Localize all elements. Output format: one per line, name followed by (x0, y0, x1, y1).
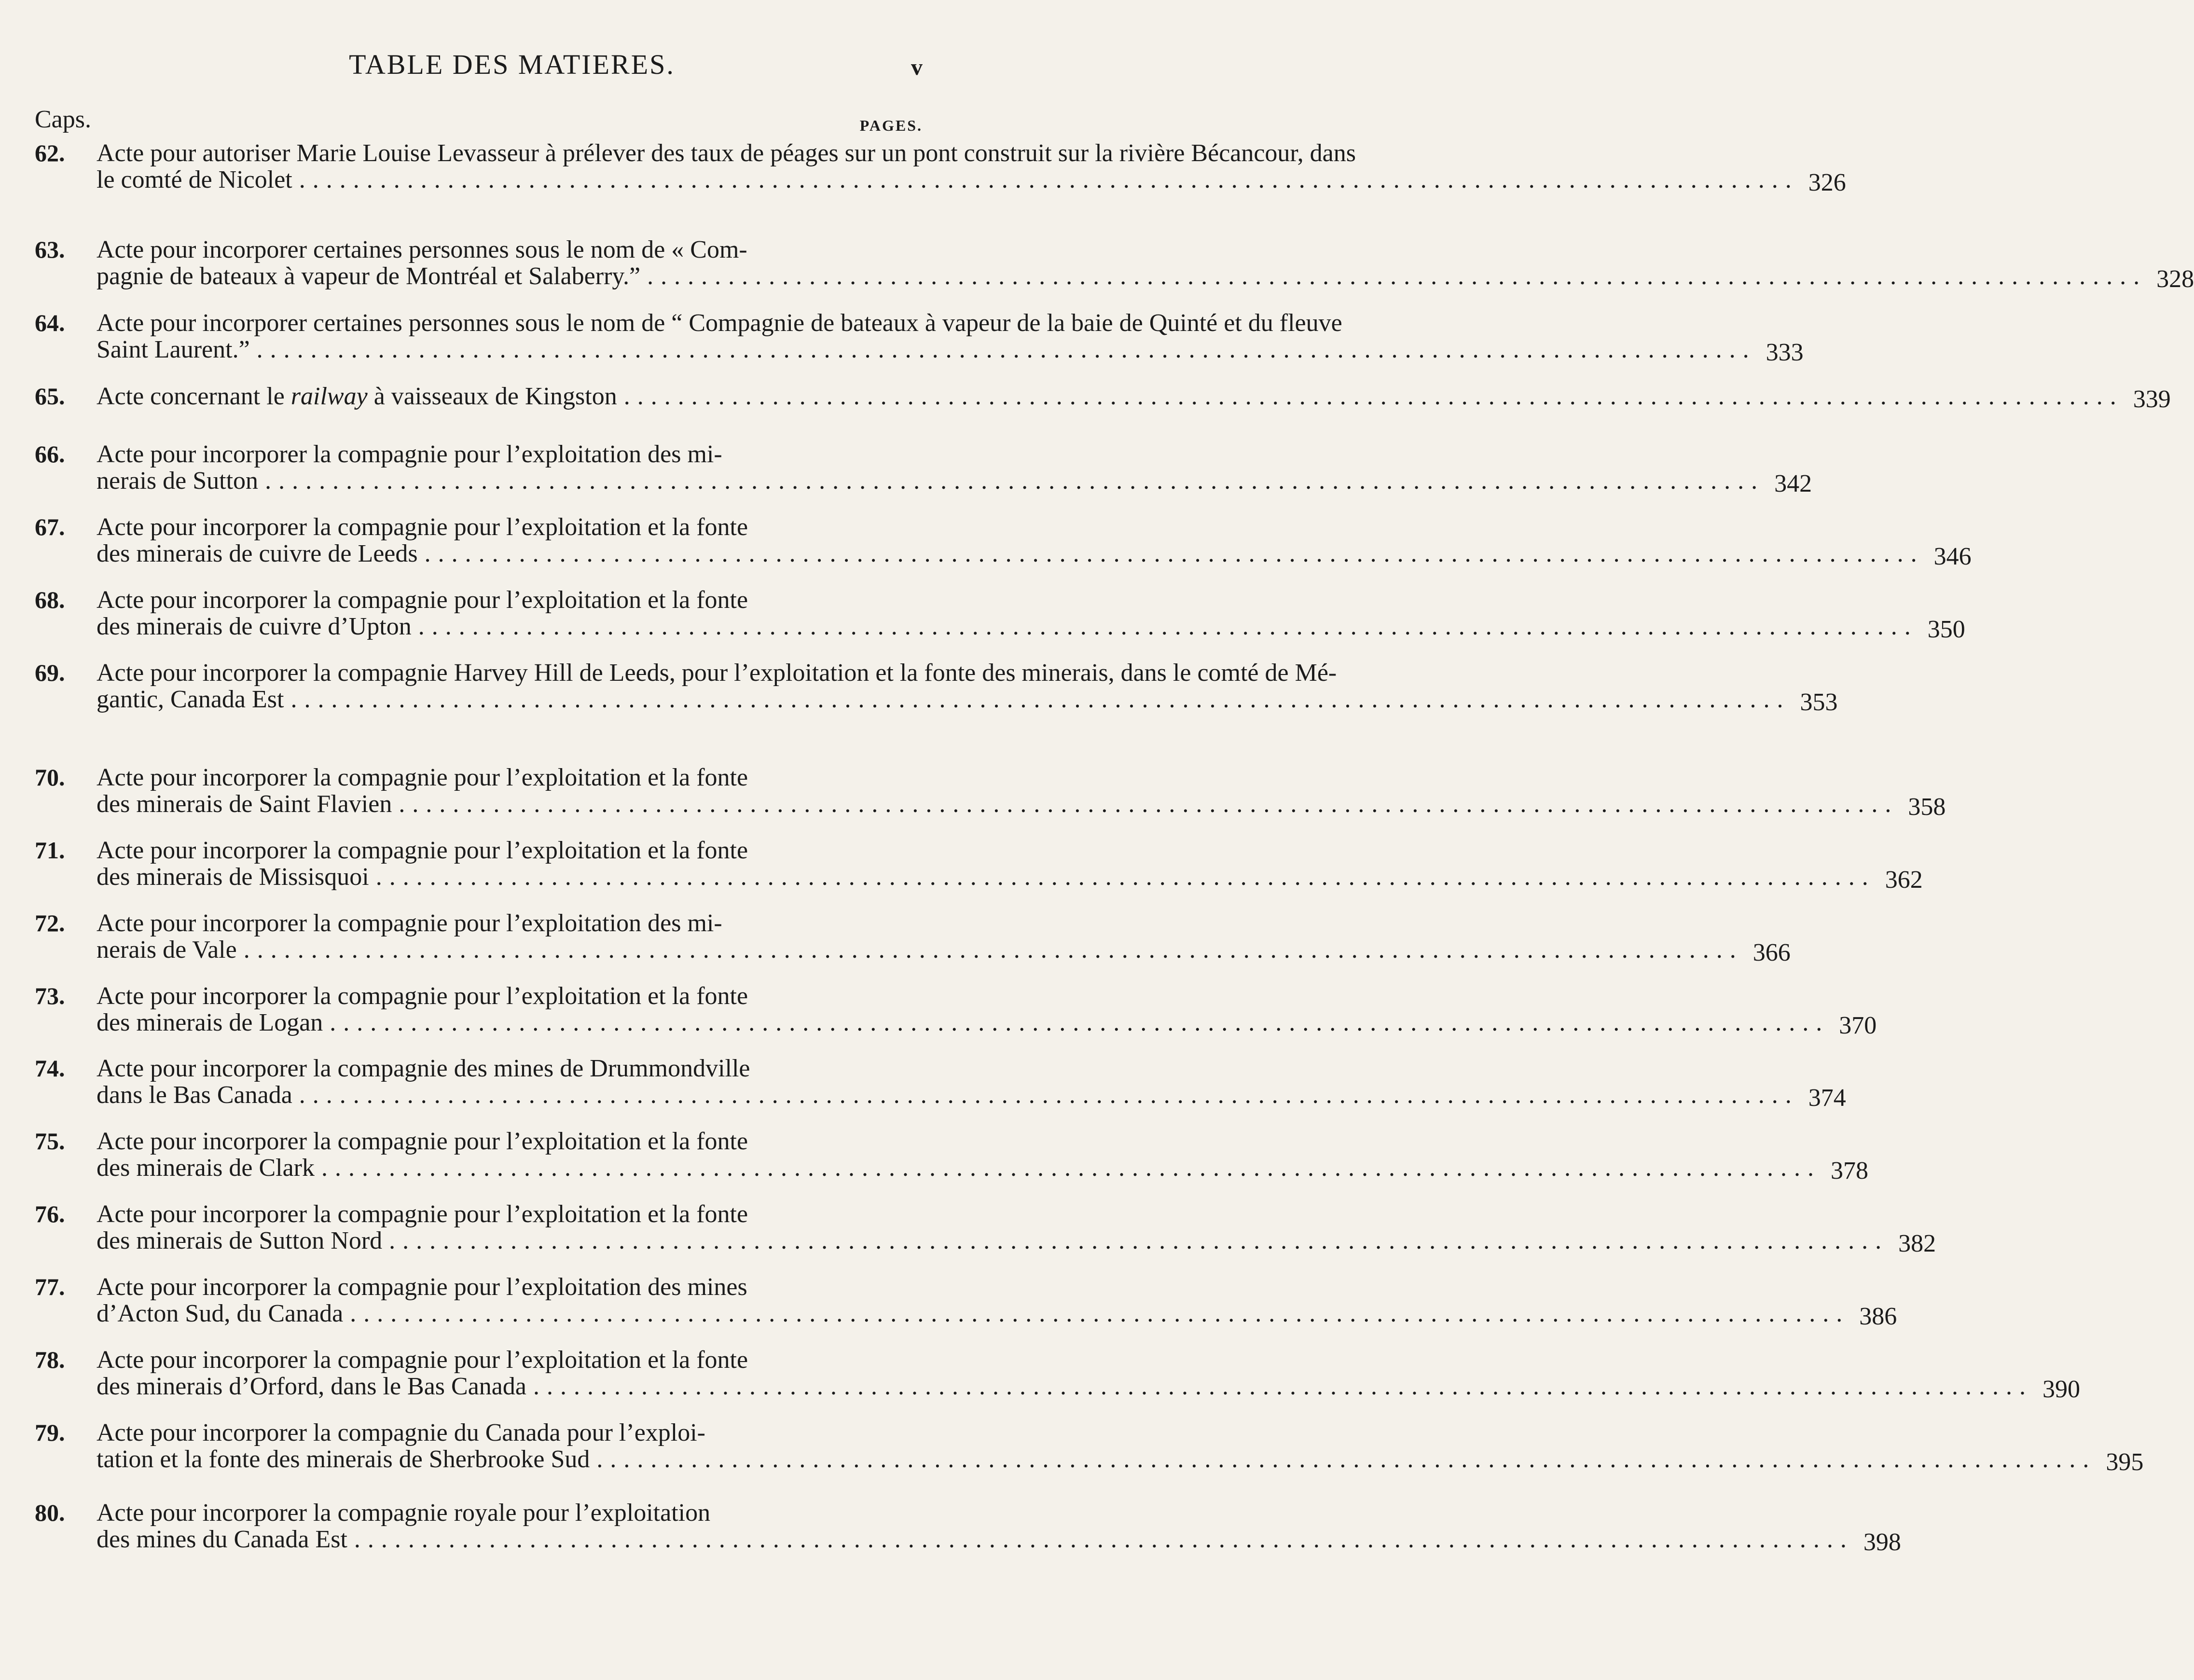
toc-entry (35, 236, 2194, 293)
entry-title (97, 1419, 2089, 1473)
dot-leader (284, 686, 1783, 713)
caps-label: Caps. (35, 106, 91, 133)
entry-title-line (97, 383, 2117, 410)
entry-title (97, 837, 1869, 890)
dot-leader (617, 383, 2117, 410)
entry-title-line (97, 613, 1911, 640)
page-reference: 326 (1808, 169, 1846, 196)
toc-entry (35, 309, 1804, 366)
entry-title-lead: Acte pour incorporer la compagnie pour l’exploitation et la fonte (97, 513, 748, 541)
entry-title-lead: Acte pour incorporer la compagnie pour l’exploitation des mi- (97, 909, 722, 937)
entry-title-part: Acte concernant le (97, 383, 291, 410)
chapter-number: 65. (35, 383, 65, 410)
dot-leader (418, 540, 1918, 567)
entry-title-line (97, 1227, 1882, 1254)
entry-title-line (97, 1373, 2026, 1400)
page-reference: 395 (2106, 1448, 2144, 1476)
entry-title-line (97, 1154, 1814, 1182)
entry-title-lead: Acte pour incorporer la compagnie pour l’exploitation des mines (97, 1273, 747, 1301)
chapter-number: 79. (35, 1419, 65, 1446)
entry-title-line (97, 166, 1792, 193)
chapter-number: 71. (35, 837, 65, 864)
entry-title-lead: Acte pour incorporer certaines personnes sous le nom de « Com- (97, 236, 747, 263)
chapter-number: 64. (35, 309, 65, 336)
pages-label: PAGES. (859, 117, 923, 134)
page-reference: 378 (1830, 1157, 1868, 1184)
entry-title-last: des minerais de Missisquoi (97, 863, 369, 891)
page-reference: 353 (1800, 689, 1838, 716)
entry-title-last: des minerais de Logan (97, 1009, 323, 1036)
page-reference: 366 (1752, 939, 1791, 966)
page-reference: 350 (1927, 616, 1965, 643)
entry-title (97, 660, 1783, 713)
toc-entry (35, 1055, 1846, 1112)
entry-title-lead: Acte pour incorporer la compagnie des mines de Drummondville (97, 1055, 750, 1082)
entry-title-lead: Acte pour incorporer la compagnie pour l’exploitation et la fonte (97, 982, 748, 1010)
page-reference: 333 (1766, 339, 1804, 366)
toc-entry (35, 1200, 1936, 1257)
dot-leader (237, 936, 1737, 964)
entry-title-lead: Acte pour incorporer certaines personnes sous le nom de “ Compagnie de bateaux à vapeur de la baie de Quinté et du fleuve (97, 309, 1342, 337)
toc-entry (35, 659, 1838, 716)
entry-title-last: des minerais d’Orford, dans le Bas Canada (97, 1373, 526, 1400)
page-title: TABLE DES MATIERES. (349, 49, 675, 80)
chapter-number: 62. (35, 139, 65, 166)
dot-leader (640, 262, 2140, 290)
entry-title-line (97, 1526, 1847, 1553)
entry-title (97, 587, 1911, 640)
entry-title-last: gantic, Canada Est (97, 686, 284, 713)
toc-entry (35, 513, 1972, 570)
toc-entry (35, 982, 1877, 1039)
entry-title-line (97, 790, 1891, 818)
entry-title (97, 983, 1822, 1036)
dot-leader (250, 336, 1750, 363)
entry-title-line (97, 336, 1750, 363)
entry-title-last: le comté de Nicolet (97, 166, 292, 193)
dot-leader (412, 613, 1911, 640)
entry-title-lead: Acte pour incorporer la compagnie pour l’exploitation et la fonte (97, 764, 748, 791)
chapter-number: 63. (35, 236, 65, 263)
entry-title-lead: Acte pour incorporer la compagnie du Canada pour l’exploi- (97, 1419, 705, 1446)
entry-title-lead: Acte pour incorporer la compagnie pour l’exploitation et la fonte (97, 1200, 748, 1228)
entry-title-last: des minerais de cuivre d’Upton (97, 613, 412, 640)
entry-title (97, 236, 2140, 289)
entry-title (97, 910, 1737, 963)
chapter-number: 74. (35, 1055, 65, 1082)
entry-title-line (97, 1446, 2089, 1473)
dot-leader (315, 1154, 1814, 1182)
entry-title (97, 514, 1918, 567)
entry-title-lead: Acte pour incorporer la compagnie pour l’exploitation et la fonte (97, 586, 748, 614)
toc-entry (35, 1499, 1901, 1556)
entry-title-lead: Acte pour incorporer la compagnie pour l’exploitation et la fonte (97, 1128, 748, 1155)
page-reference: 390 (2042, 1376, 2080, 1403)
dot-leader (347, 1526, 1847, 1553)
dot-leader (323, 1009, 1822, 1036)
page-reference: 346 (1933, 543, 1972, 570)
entry-title-lead: Acte pour incorporer la compagnie pour l’exploitation des mi- (97, 441, 722, 468)
entry-title-line (97, 467, 1758, 495)
toc-entry (35, 764, 1946, 821)
entry-title-lead: Acte pour autoriser Marie Louise Levasseur à prélever des taux de péages sur un pont construit sur la rivière Bécancour, dans (97, 139, 1356, 167)
chapter-number: 76. (35, 1200, 65, 1227)
entry-title-line (97, 1081, 1792, 1109)
page-reference: 339 (2133, 386, 2171, 413)
page-reference: 358 (1908, 793, 1946, 821)
entry-title-last: tation et la fonte des minerais de Sherbrooke Sud (97, 1446, 590, 1473)
entry-title-line (97, 936, 1737, 964)
page-reference: 374 (1808, 1084, 1846, 1112)
toc-entry (35, 139, 1846, 196)
entry-title (97, 1347, 2026, 1400)
chapter-number: 67. (35, 513, 65, 540)
entry-title-lead: Acte pour incorporer la compagnie pour l’exploitation et la fonte (97, 1346, 748, 1374)
chapter-number: 78. (35, 1346, 65, 1373)
chapter-number: 72. (35, 909, 65, 936)
dot-leader (392, 790, 1891, 818)
dot-leader (292, 1081, 1792, 1109)
entry-title-last: pagnie de bateaux à vapeur de Montréal et Salaberry.” (97, 262, 641, 290)
page-reference: 328 (2156, 265, 2194, 293)
entry-title-last: des minerais de cuivre de Leeds (97, 540, 418, 567)
entry-title-line (97, 1009, 1822, 1036)
toc-entry (35, 441, 1812, 497)
entry-title (97, 310, 1750, 363)
entry-title (97, 1274, 1843, 1327)
page-header (0, 48, 1024, 87)
toc-entry (35, 1273, 1897, 1330)
entry-title-lead: Acte pour incorporer la compagnie pour l’exploitation et la fonte (97, 837, 748, 864)
page-reference: 398 (1863, 1529, 1901, 1556)
entry-title (97, 441, 1758, 494)
page-reference: 382 (1898, 1230, 1936, 1257)
entry-title-last: d’Acton Sud, du Canada (97, 1300, 344, 1327)
toc-entry (35, 1419, 2144, 1476)
entry-title-part: à vaisseaux de Kingston (367, 383, 617, 410)
entry-title (97, 1500, 1847, 1553)
toc-entry (35, 1128, 1868, 1184)
chapter-number: 66. (35, 441, 65, 468)
chapter-number: 68. (35, 586, 65, 613)
entry-title-last: nerais de Vale (97, 936, 237, 964)
toc-entry (35, 1346, 2080, 1403)
dot-leader (526, 1373, 2026, 1400)
entry-title (97, 140, 1792, 193)
dot-leader (382, 1227, 1882, 1254)
entry-title-line (97, 262, 2140, 290)
toc-entry (35, 837, 1923, 894)
entry-title-last: des minerais de Saint Flavien (97, 790, 392, 818)
entry-title-lead: Acte pour incorporer la compagnie Harvey Hill de Leeds, pour l’exploitation et la fonte des minerais, dans le comté de Mé- (97, 659, 1337, 687)
chapter-number: 69. (35, 659, 65, 686)
entry-title-last: des minerais de Clark (97, 1154, 315, 1182)
entry-title-last: nerais de Sutton (97, 467, 259, 495)
entry-title-line (97, 1300, 1843, 1327)
chapter-number: 80. (35, 1499, 65, 1526)
entry-title-last: des minerais de Sutton Nord (97, 1227, 383, 1254)
page-reference: 370 (1839, 1012, 1877, 1039)
toc-entry (35, 383, 2171, 413)
dot-leader (292, 166, 1792, 193)
chapter-number: 70. (35, 764, 65, 791)
chapter-number: 73. (35, 982, 65, 1009)
entry-title-italic: railway (290, 383, 368, 410)
entry-title-line (97, 540, 1918, 567)
chapter-number: 77. (35, 1273, 65, 1300)
entry-title (97, 1128, 1814, 1181)
entry-title-line (97, 863, 1869, 891)
entry-title-lead: Acte pour incorporer la compagnie royale pour l’exploitation (97, 1499, 711, 1527)
entry-title (97, 764, 1891, 817)
entry-title-line (97, 686, 1783, 713)
entry-title (97, 1201, 1882, 1254)
entry-title-last: Saint Laurent.” (97, 336, 250, 363)
dot-leader (369, 863, 1869, 891)
dot-leader (590, 1446, 2089, 1473)
entry-title-last: dans le Bas Canada (97, 1081, 292, 1109)
entry-title (97, 383, 2117, 410)
toc-entry (35, 909, 1791, 966)
page-number: v (911, 55, 923, 80)
dot-leader (258, 467, 1758, 495)
page-reference: 342 (1774, 470, 1812, 497)
column-labels (35, 105, 923, 139)
toc-entry (35, 586, 1965, 643)
dot-leader (343, 1300, 1843, 1327)
page-reference: 386 (1859, 1303, 1897, 1330)
chapter-number: 75. (35, 1128, 65, 1155)
entry-title-last: des mines du Canada Est (97, 1526, 347, 1553)
page-reference: 362 (1885, 866, 1923, 894)
entry-title (97, 1055, 1792, 1108)
